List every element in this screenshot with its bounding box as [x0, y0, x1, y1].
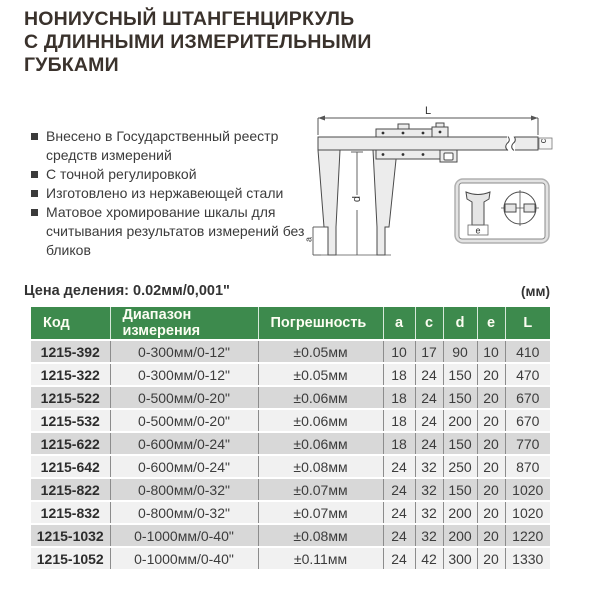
spec-table-body	[31, 340, 550, 570]
table-cell: 250	[443, 455, 477, 478]
page-title-line: С ДЛИННЫМИ ИЗМЕРИТЕЛЬНЫМИ	[24, 31, 372, 53]
table-cell: 24	[415, 432, 443, 455]
table-cell: 18	[383, 409, 415, 432]
feature-text: Изготовлено из нержавеющей стали	[46, 185, 284, 201]
spec-table-header-row	[31, 307, 550, 340]
table-cell: 20	[477, 386, 505, 409]
table-cell: 670	[505, 386, 550, 409]
column-header: L	[505, 307, 550, 340]
table-cell: ±0.06мм	[258, 386, 383, 409]
code-cell: 1215-642	[31, 455, 110, 478]
table-cell: 150	[443, 386, 477, 409]
table-cell: 200	[443, 409, 477, 432]
table-cell: 0-1000мм/0-40"	[110, 524, 258, 547]
table-cell: 300	[443, 547, 477, 570]
table-cell: 0-500мм/0-20"	[110, 386, 258, 409]
table-cell: 20	[477, 478, 505, 501]
spec-table	[31, 307, 550, 571]
bullet-square-icon	[31, 133, 38, 140]
code-cell: 1215-622	[31, 432, 110, 455]
feature-item	[31, 127, 307, 165]
table-row	[31, 363, 550, 386]
feature-item	[31, 165, 307, 184]
table-cell: 10	[383, 340, 415, 363]
page-title-line: ГУБКАМИ	[24, 54, 119, 76]
table-cell: 20	[477, 455, 505, 478]
table-row	[31, 547, 550, 570]
table-row	[31, 409, 550, 432]
table-cell: 18	[383, 386, 415, 409]
code-cell: 1215-322	[31, 363, 110, 386]
table-cell: 24	[415, 386, 443, 409]
table-cell: 0-600мм/0-24"	[110, 432, 258, 455]
table-cell: 20	[477, 501, 505, 524]
table-cell: 90	[443, 340, 477, 363]
table-cell: 1020	[505, 478, 550, 501]
code-cell: 1215-532	[31, 409, 110, 432]
table-cell: 1330	[505, 547, 550, 570]
dimension-label-a: a	[303, 236, 314, 243]
table-row	[31, 386, 550, 409]
table-cell: 200	[443, 524, 477, 547]
jaw-tip-section-left	[505, 204, 516, 212]
table-cell: 670	[505, 409, 550, 432]
table-cell: 10	[477, 340, 505, 363]
column-header: a	[383, 307, 415, 340]
table-cell: 470	[505, 363, 550, 386]
caliper-diagram	[303, 95, 593, 275]
table-cell: 150	[443, 478, 477, 501]
column-header: e	[477, 307, 505, 340]
table-cell: 18	[383, 363, 415, 386]
table-cell: 24	[415, 409, 443, 432]
table-cell: 20	[477, 547, 505, 570]
code-cell: 1215-822	[31, 478, 110, 501]
table-cell: 0-600мм/0-24"	[110, 455, 258, 478]
table-cell: 24	[383, 478, 415, 501]
table-cell: ±0.05мм	[258, 340, 383, 363]
bullet-square-icon	[31, 171, 38, 178]
dimension-label-d: d	[351, 195, 363, 203]
table-cell: 0-800мм/0-32"	[110, 501, 258, 524]
feature-text: С точной регулировкой	[46, 166, 197, 182]
table-cell: 20	[477, 432, 505, 455]
feature-text: Внесено в Государственный реестр средств измерений	[46, 128, 279, 163]
table-row	[31, 501, 550, 524]
fixed-jaw	[318, 150, 340, 255]
jaw-detail-inset	[455, 179, 549, 243]
table-cell: ±0.11мм	[258, 547, 383, 570]
feature-list	[31, 127, 307, 260]
page-title-line: НОНИУСНЫЙ ШТАНГЕНЦИРКУЛЬ	[24, 8, 355, 30]
table-cell: 0-800мм/0-32"	[110, 478, 258, 501]
dimension-label-c: c	[538, 138, 548, 144]
table-cell: ±0.07мм	[258, 501, 383, 524]
table-notes	[24, 283, 550, 299]
table-cell: 32	[415, 524, 443, 547]
column-header: c	[415, 307, 443, 340]
table-row	[31, 478, 550, 501]
table-cell: ±0.08мм	[258, 524, 383, 547]
arrowhead	[318, 116, 325, 121]
table-cell: 20	[477, 363, 505, 386]
dimension-label-L: L	[425, 105, 432, 117]
feature-text: Матовое хромирование шкалы для считывания результатов измерений без бликов	[46, 204, 305, 258]
dimension-label-e: e	[475, 225, 481, 236]
table-cell: ±0.07мм	[258, 478, 383, 501]
table-cell: 0-300мм/0-12"	[110, 340, 258, 363]
arrowhead	[531, 116, 538, 121]
table-cell: ±0.06мм	[258, 432, 383, 455]
units-note: (мм)	[521, 284, 550, 299]
table-cell: 24	[415, 363, 443, 386]
caliper-beam	[318, 137, 538, 150]
table-cell: 42	[415, 547, 443, 570]
table-cell: 870	[505, 455, 550, 478]
code-cell: 1215-832	[31, 501, 110, 524]
code-cell: 1215-392	[31, 340, 110, 363]
column-header: d	[443, 307, 477, 340]
table-cell: 20	[477, 409, 505, 432]
table-cell: 0-500мм/0-20"	[110, 409, 258, 432]
code-cell: 1215-1052	[31, 547, 110, 570]
table-cell: 24	[383, 455, 415, 478]
table-cell: 32	[415, 478, 443, 501]
caliper-diagram-svg	[303, 95, 593, 275]
column-header: Погрешность	[258, 307, 383, 340]
table-cell: 200	[443, 501, 477, 524]
table-cell: ±0.06мм	[258, 409, 383, 432]
dimension-a	[313, 227, 328, 255]
table-cell: ±0.08мм	[258, 455, 383, 478]
table-cell: 24	[383, 501, 415, 524]
table-cell: 0-1000мм/0-40"	[110, 547, 258, 570]
table-cell: 410	[505, 340, 550, 363]
table-row	[31, 455, 550, 478]
feature-item	[31, 184, 307, 203]
table-cell: 24	[383, 547, 415, 570]
table-cell: 1020	[505, 501, 550, 524]
table-cell: 150	[443, 363, 477, 386]
table-cell: 18	[383, 432, 415, 455]
column-header: Диапазон измерения	[110, 307, 258, 340]
page-title	[24, 8, 372, 77]
table-row	[31, 524, 550, 547]
bullet-square-icon	[31, 190, 38, 197]
column-header: Код	[31, 307, 110, 340]
table-cell: 17	[415, 340, 443, 363]
table-cell: 150	[443, 432, 477, 455]
resolution-note: Цена деления: 0.02мм/0,001"	[24, 283, 230, 299]
table-cell: 0-300мм/0-12"	[110, 363, 258, 386]
table-cell: 1220	[505, 524, 550, 547]
table-cell: 32	[415, 455, 443, 478]
jaw-tip-section-right	[524, 204, 535, 212]
table-cell: ±0.05мм	[258, 363, 383, 386]
code-cell: 1215-1032	[31, 524, 110, 547]
sliding-jaw	[373, 150, 397, 255]
code-cell: 1215-522	[31, 386, 110, 409]
feature-item	[31, 203, 307, 260]
bullet-square-icon	[31, 209, 38, 216]
table-row	[31, 340, 550, 363]
table-cell: 770	[505, 432, 550, 455]
dimension-c	[538, 138, 552, 149]
table-cell: 20	[477, 524, 505, 547]
table-cell: 32	[415, 501, 443, 524]
table-row	[31, 432, 550, 455]
beam-break-symbol	[506, 137, 516, 151]
table-cell: 24	[383, 524, 415, 547]
